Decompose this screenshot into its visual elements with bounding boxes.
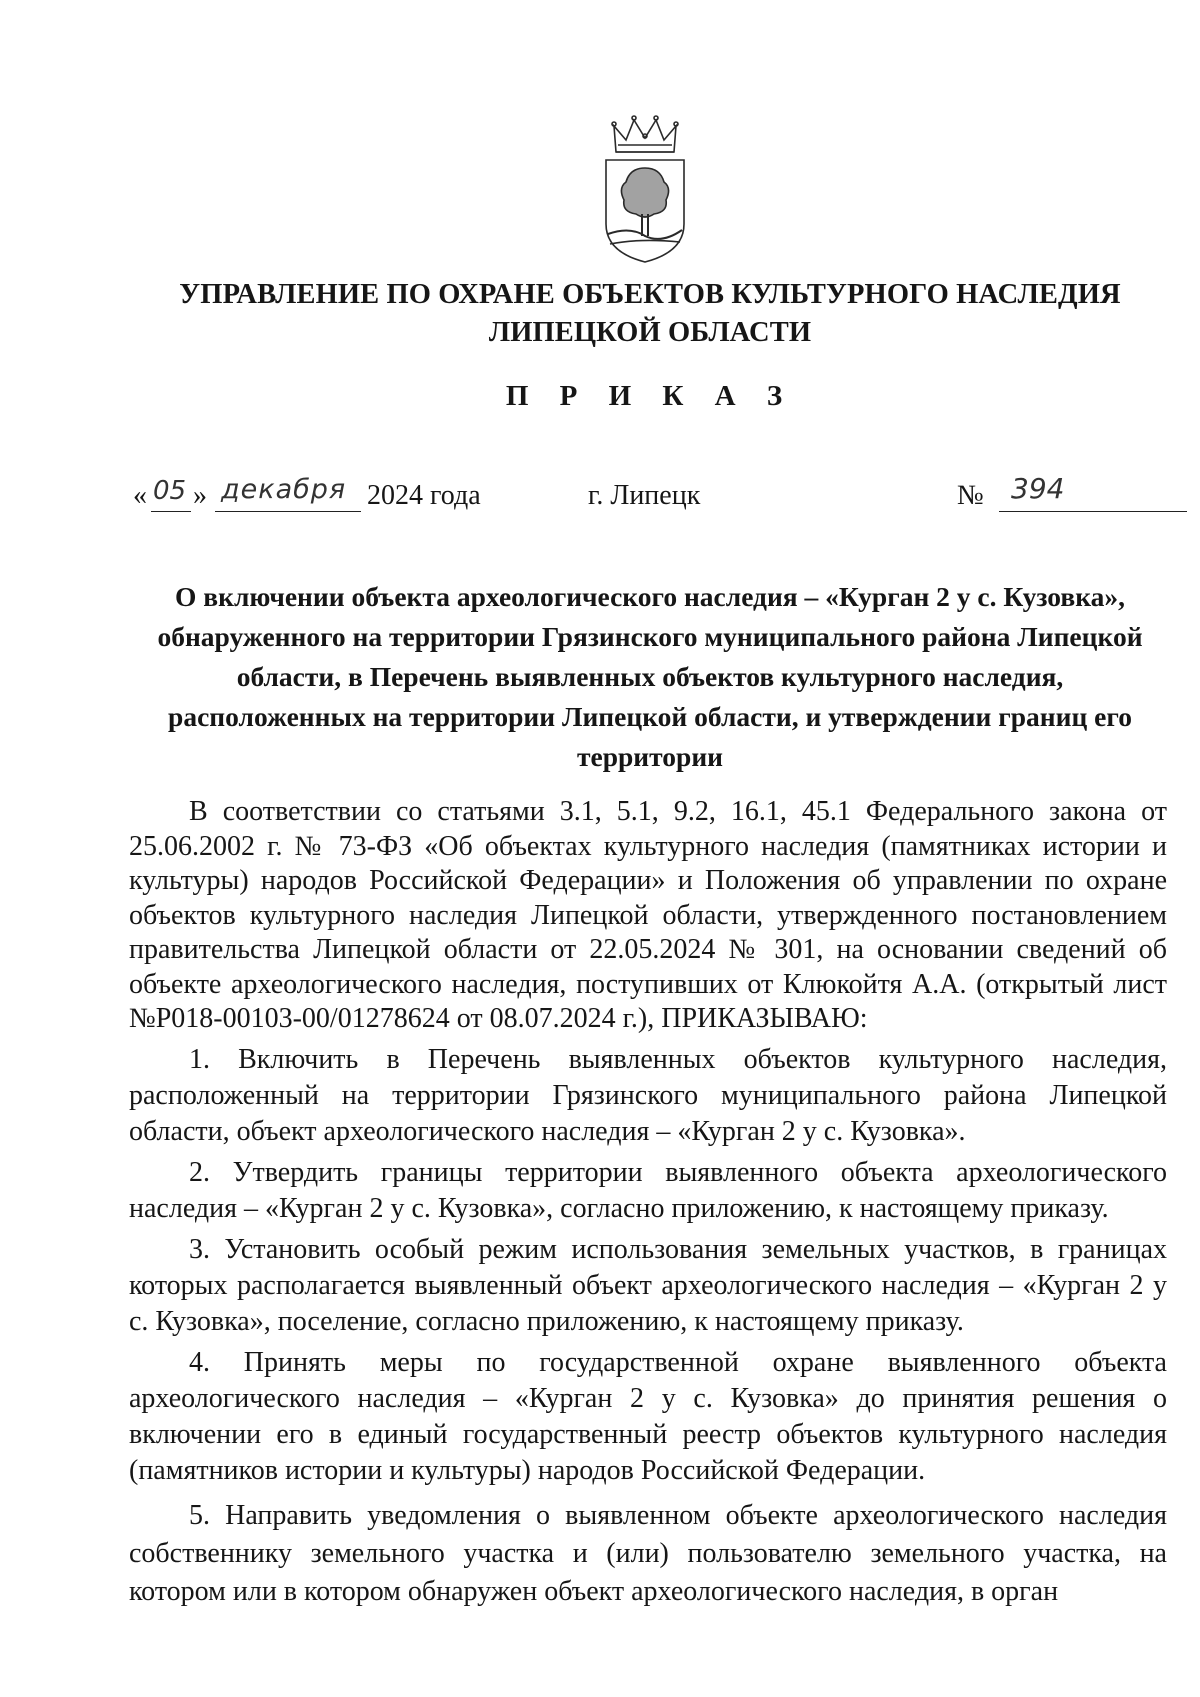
subject-line3: области, в Перечень выявленных объектов культурного наследия, xyxy=(236,661,1064,692)
order-subject-heading xyxy=(130,577,1170,777)
order-item-3: 3. Установить особый режим использования земельных участков, в границах которых располагается выявленный объект археологического наследия – «Курган 2 у с. Кузовка», поселение, согласно приложению, к настоящему приказу. xyxy=(129,1233,1167,1337)
subject-line4: расположенных на территории Липецкой области, и утверждении границ его xyxy=(168,701,1132,732)
year-text: 2024 года xyxy=(367,480,481,511)
preamble-paragraph: В соответствии со статьями 3.1, 5.1, 9.2, 16.1, 45.1 Федерального закона от 25.06.2002 г. № 73-ФЗ «Об объектах культурного наследия (памятниках истории и культуры) народов Российской Федерации» и Положения об управлении по охране объектов культурного наследия Липецкой области, утвержденного постановлением правительства Липецкой области от 22.05.2024 № 301, на основании сведений об объекте археологического наследия, поступивших от Клюкойтя А.А. (открытый лист №Р018-00103-00/01278624 от 08.07.2024 г.), ПРИКАЗЫВАЮ: xyxy=(129,796,1167,1034)
subject-line2: обнаруженного на территории Грязинского муниципального района Липецкой xyxy=(157,621,1143,652)
quote-close: » xyxy=(193,480,207,511)
number-underline xyxy=(999,511,1187,512)
month-handwritten: декабря xyxy=(221,474,347,505)
quote-open: « xyxy=(133,480,147,511)
order-item-1: 1. Включить в Перечень выявленных объектов культурного наследия, расположенный на территории Грязинского муниципального района Липецкой области, объект археологического наследия – «Курган 2 у с. Кузовка». xyxy=(129,1043,1167,1147)
order-number-handwritten: 394 xyxy=(1011,472,1065,505)
document-type: П Р И К А З xyxy=(505,380,795,412)
organization-title-line2: ЛИПЕЦКОЙ ОБЛАСТИ xyxy=(488,317,812,348)
coat-of-arms-emblem xyxy=(600,112,690,272)
month-underline xyxy=(215,511,361,512)
order-body xyxy=(129,795,1167,1611)
number-label: № xyxy=(957,480,984,511)
subject-line5: территории xyxy=(576,741,724,772)
order-item-5: 5. Направить уведомления о выявленном объекте археологического наследия собственнику земельного участка и (или) пользователю земельного участка, на котором или в котором обнаружен объект археологического наследия, в орган xyxy=(129,1499,1167,1607)
organization-title-line1: УПРАВЛЕНИЕ ПО ОХРАНЕ ОБЪЕКТОВ КУЛЬТУРНОГО НАСЛЕДИЯ xyxy=(179,279,1121,310)
subject-line1: О включении объекта археологического наследия – «Курган 2 у с. Кузовка», xyxy=(174,581,1125,612)
order-item-2: 2. Утвердить границы территории выявленного объекта археологического наследия – «Курган 2 у с. Кузовка», согласно приложению, к настоящему приказу. xyxy=(129,1156,1167,1224)
date-number-row xyxy=(129,472,1189,526)
day-underline xyxy=(151,511,191,512)
day-handwritten: 05 xyxy=(153,476,187,506)
city-text: г. Липецк xyxy=(588,480,701,511)
order-item-4: 4. Принять меры по государственной охране выявленного объекта археологического наследия – «Курган 2 у с. Кузовка» до принятия решения о включении его в единый государственный реестр объектов культурного наследия (памятников истории и культуры) народов Российской Федерации. xyxy=(129,1346,1167,1486)
organization-title xyxy=(0,276,1200,352)
